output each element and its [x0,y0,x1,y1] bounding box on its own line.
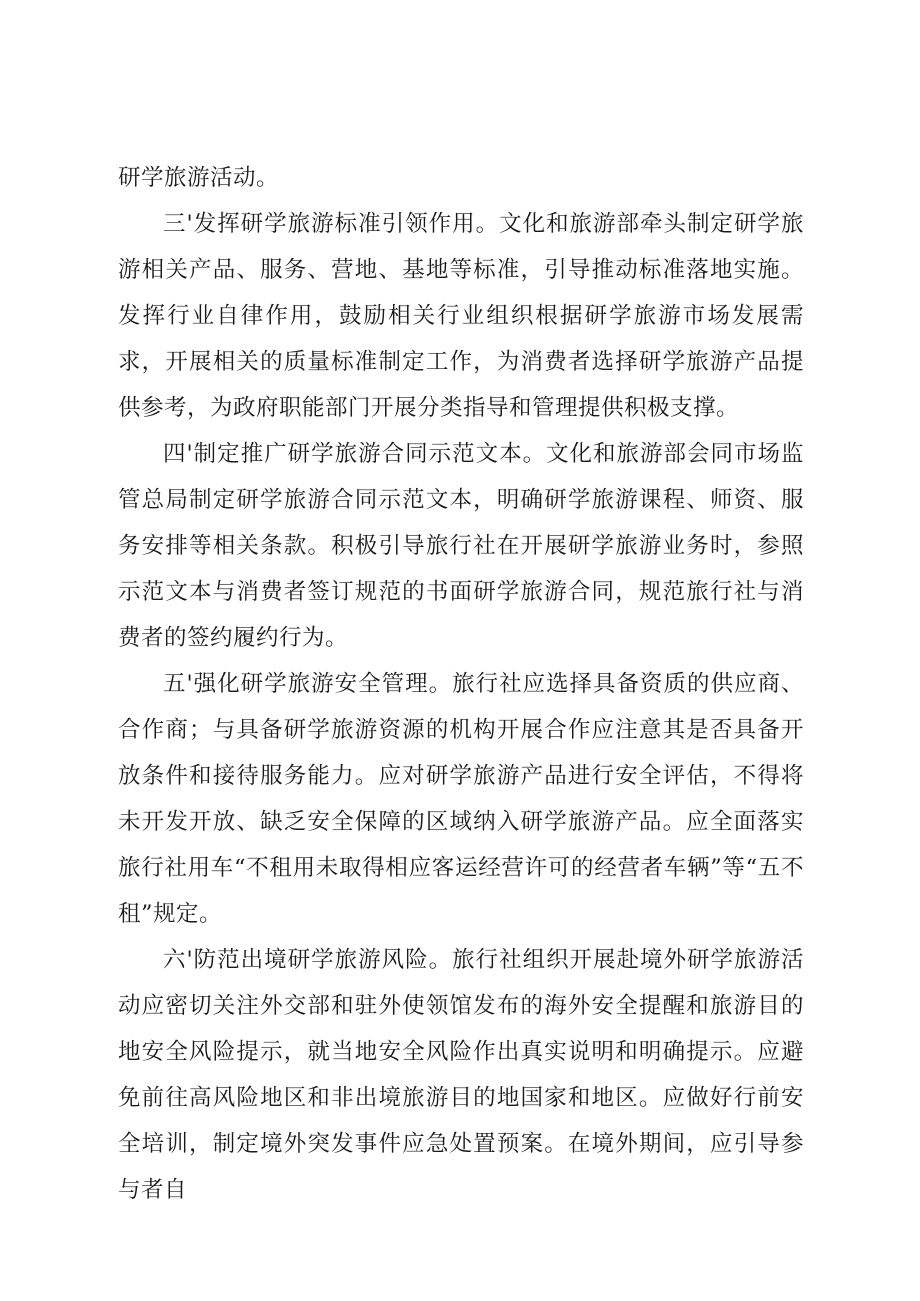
paragraph-safety-management: 五'强化研学旅游安全管理。旅行社应选择具备资质的供应商、合作商；与具备研学旅游资源的机构开展合作应注意其是否具备开放条件和接待服务能力。应对研学旅游产品进行安全评估，不得将未开发开放、缺乏安全保障的区域纳入研学旅游产品。应全面落实旅行社用车“不租用未取得相应客运经营许可的经营者车辆”等“五不租”规定。 [118,671,804,927]
paragraph-contract-template: 四'制定推广研学旅游合同示范文本。文化和旅游部会同市场监管总局制定研学旅游合同示范文本，明确研学旅游课程、师资、服务安排等相关条款。积极引导旅行社在开展研学旅游业务时，参照示范文本与消费者签订规范的书面研学旅游合同，规范旅行社与消费者的签约履约行为。 [118,441,804,651]
paragraph-outbound-risk: 六'防范出境研学旅游风险。旅行社组织开展赴境外研学旅游活动应密切关注外交部和驻外使领馆发布的海外安全提醒和旅游目的地安全风险提示，就当地安全风险作出真实说明和明确提示。应避免前往高风险地区和非出境旅游目的地国家和地区。应做好行前安全培训，制定境外突发事件应急处置预案。在境外期间，应引导参与者自 [118,947,804,1203]
document-body [118,155,804,1213]
paragraph-standards: 三'发挥研学旅游标准引领作用。文化和旅游部牵头制定研学旅游相关产品、服务、营地、基地等标准，引导推动标准落地实施。发挥行业自律作用，鼓励相关行业组织根据研学旅游市场发展需求，开展相关的质量标准制定工作，为消费者选择研学旅游产品提供参考，为政府职能部门开展分类指导和管理提供积极支撑。 [118,211,804,421]
paragraph-continuation: 研学旅游活动。 [118,165,280,191]
